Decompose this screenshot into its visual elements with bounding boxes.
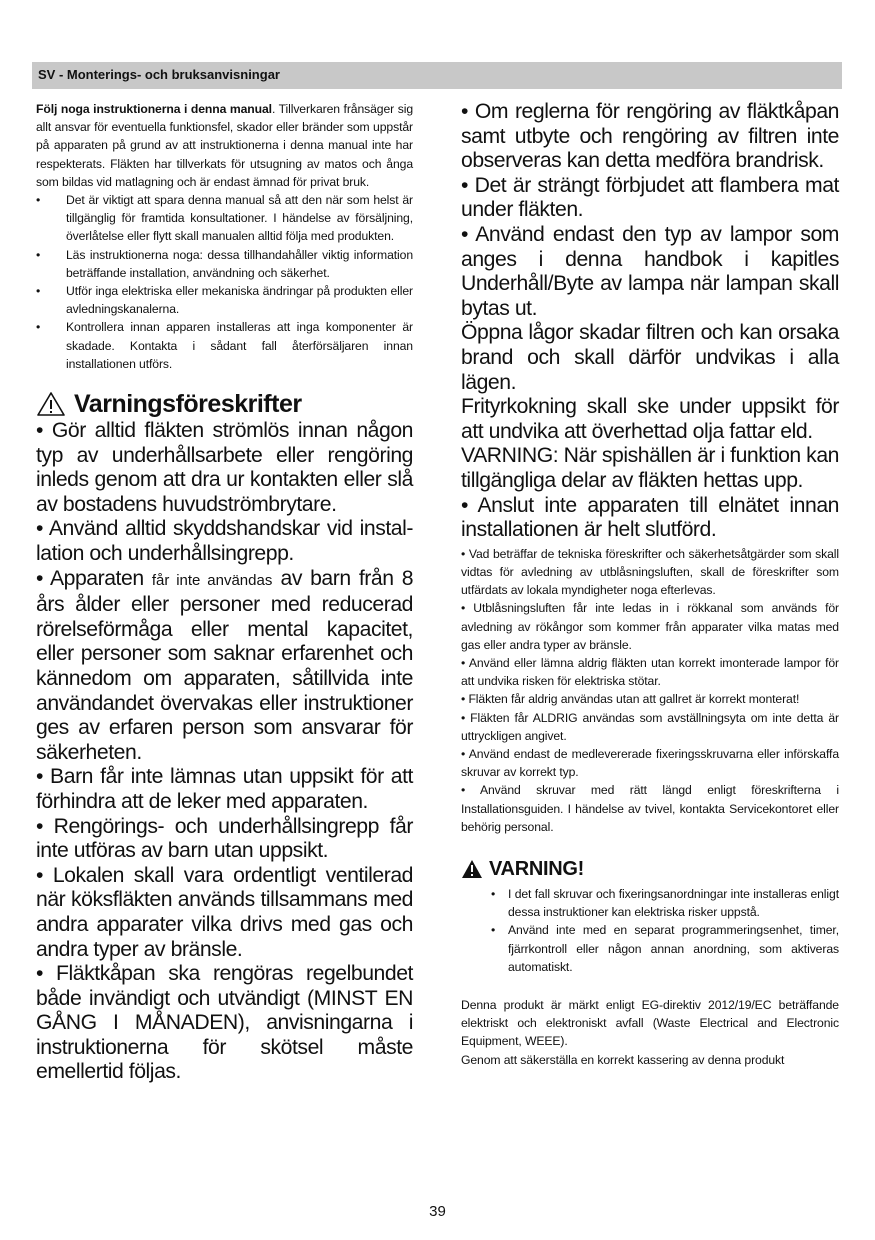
- warning-paragraph: [36, 567, 413, 766]
- left-column: [36, 100, 413, 1085]
- list-item: • Läs instruktionerna noga: dessa tillhandahåller viktig information beträffande installation, användning och säkerhet.: [36, 246, 413, 282]
- intro-bold: Följ noga instruktionerna i denna manual: [36, 102, 272, 116]
- list-item: • I det fall skruvar och fixeringsanordningar inte installeras enligt dessa instruktioner kan elektriska risker uppstå.: [491, 885, 839, 921]
- safety-paragraph: • Fläkten får aldrig användas utan att gallret är korrekt monterat!: [461, 692, 800, 707]
- weee-paragraph: Denna produkt är märkt enligt EG-direktiv 2012/19/EC beträffande elektriskt och elektroniskt avfall (Waste Electrical and Electronic Equipment, WEEE).: [461, 997, 839, 1049]
- safety-paragraph: • Använd skruvar med rätt längd enligt föreskrifterna i Installationsguiden. I händelse av tvivel, kontakta Servicekontoret eller behörig personal.: [461, 783, 839, 834]
- warnings-title: Varningsföreskrifter: [74, 390, 302, 419]
- warning-paragraph: • Gör alltid fläkten strömlös innan någon typ av underhållsarbete eller rengöring inleds genom att dra ur kontakten eller slå av bostadens huvudströmbrytare.: [36, 419, 413, 516]
- intro-text: . Tillverkaren frånsäger sig allt ansvar för eventuella funktionsfel, skador eller bränder som uppstår på apparaten på grund av att instruktionerna i denna manual inte har respekterats. Fläkten har tillverkats för utsugning av matos och ånga som bildas vid matlagning och är endast ämnad för privat bruk.: [36, 102, 414, 189]
- intro-bullet-list: [36, 191, 413, 373]
- warnings-heading: [36, 389, 413, 419]
- varning-heading: [461, 858, 839, 881]
- warning-paragraph: Frityrkokning skall ske under uppsikt för att undvika att överhettad olja fattar eld.: [461, 395, 839, 443]
- warning-paragraph: • Barn får inte lämnas utan uppsikt för att förhindra att de leker med apparaten.: [36, 765, 413, 813]
- warning-triangle-icon: [36, 391, 66, 417]
- warning-text: av barn från 8 års ålder eller personer med reducerad rörelseförmåga eller mental kapacitet, eller personer som saknar erfarenhet och kännedom om apparaten, såtillvida inte användandet övervakas eller instruktioner ges av erfaren person som ansvarar för säkerheten.: [36, 566, 414, 764]
- safety-paragraph: • Använd endast de medlevererade fixeringsskruvarna eller införskaffa skruvar av korrekt typ.: [461, 746, 839, 780]
- weee-paragraph-continued: Genom att säkerställa en korrekt kassering av denna produkt: [461, 1052, 785, 1067]
- warning-paragraph: • Anslut inte apparaten till elnätet innan installationen är helt slutförd.: [461, 493, 839, 542]
- section-header-title: SV - Monterings- och bruksanvisningar: [38, 67, 280, 82]
- varning-list: [461, 885, 839, 976]
- varning-title: VARNING!: [489, 857, 585, 880]
- warning-text-small: får inte användas: [151, 571, 273, 589]
- warning-paragraph: • Det är strängt förbjudet att flambera mat under fläkten.: [461, 173, 839, 222]
- warning-paragraph: • Rengörings- och underhållsingrepp får inte utföras av barn utan uppsikt.: [36, 814, 413, 863]
- warning-paragraph: • Lokalen skall vara ordentligt ventilerad när köksfläkten används tillsammans med andra apparater vilka drivs med gas och andra typer av bränsle.: [36, 863, 413, 961]
- warning-paragraph: VARNING: När spishällen är i funktion kan tillgängliga delar av fläkten hettas upp.: [461, 444, 839, 492]
- list-item: • Använd inte med en separat programmeringsenhet, timer, fjärrkontroll eller någon annan anordning, som aktiveras automatiskt.: [491, 921, 839, 976]
- warning-text: • Apparaten: [36, 566, 144, 590]
- safety-paragraph: • Fläkten får ALDRIG användas som avställningsyta om inte detta är uttryckligen angivet.: [461, 710, 839, 743]
- intro-paragraph: [36, 100, 413, 191]
- warning-paragraph: • Fläktkåpan ska rengöras regelbundet både invändigt och utvändigt (MINST EN GÅNG I MÅNADEN), anvisningarna i instruktionerna för skötsel måste emellertid följas.: [36, 962, 413, 1084]
- safety-paragraph: • Använd eller lämna aldrig fläkten utan korrekt imonterade lampor för att undvika risken för elektriska stötar.: [461, 655, 839, 689]
- right-column: [461, 100, 839, 1069]
- list-item: • Utför inga elektriska eller mekaniska ändringar på produkten eller avledningskanalerna.: [36, 282, 413, 318]
- warning-paragraph: Öppna lågor skadar filtren och kan orsaka brand och skall därför undvikas i alla lägen.: [461, 321, 839, 394]
- warning-paragraph: • Använd endast den typ av lampor som anges i denna handbok i kapitles Underhåll/Byte av lampa när lampan skall bytas ut.: [461, 222, 839, 320]
- section-header: [32, 62, 842, 89]
- warning-paragraph: • Om reglerna för rengöring av fläktkåpan samt utbyte och rengöring av filtren inte observeras kan detta medföra brandrisk.: [461, 100, 839, 173]
- safety-paragraph: • Vad beträffar de tekniska föreskrifter och säkerhetsåtgärder som skall vidtas för avledning av utblåsningsluften, skall de föreskrifter som utfärdats av lokala myndigheter noga efterlevas.: [461, 546, 839, 598]
- list-item: • Det är viktigt att spara denna manual så att den när som helst är tillgänglig för framtida konsultationer. I händelse av försäljning, överlåtelse eller flytt skall manualen alltid följa med produkten.: [36, 191, 413, 246]
- warning-triangle-filled-icon: [461, 859, 483, 879]
- safety-paragraph: • Utblåsningsluften får inte ledas in i rökkanal som används för avledning av rökångor som kommer från apparater vilka matas med gas eller andra typer av bränsle.: [461, 601, 839, 652]
- warning-paragraph: • Använd alltid skyddshandskar vid instal-lation och underhållsingrepp.: [36, 517, 413, 566]
- page-number: 39: [429, 1203, 446, 1220]
- list-item: • Kontrollera innan apparen installeras att inga komponenter är skadade. Kontakta i sådant fall återförsäljaren innan installationen utförs.: [36, 318, 413, 373]
